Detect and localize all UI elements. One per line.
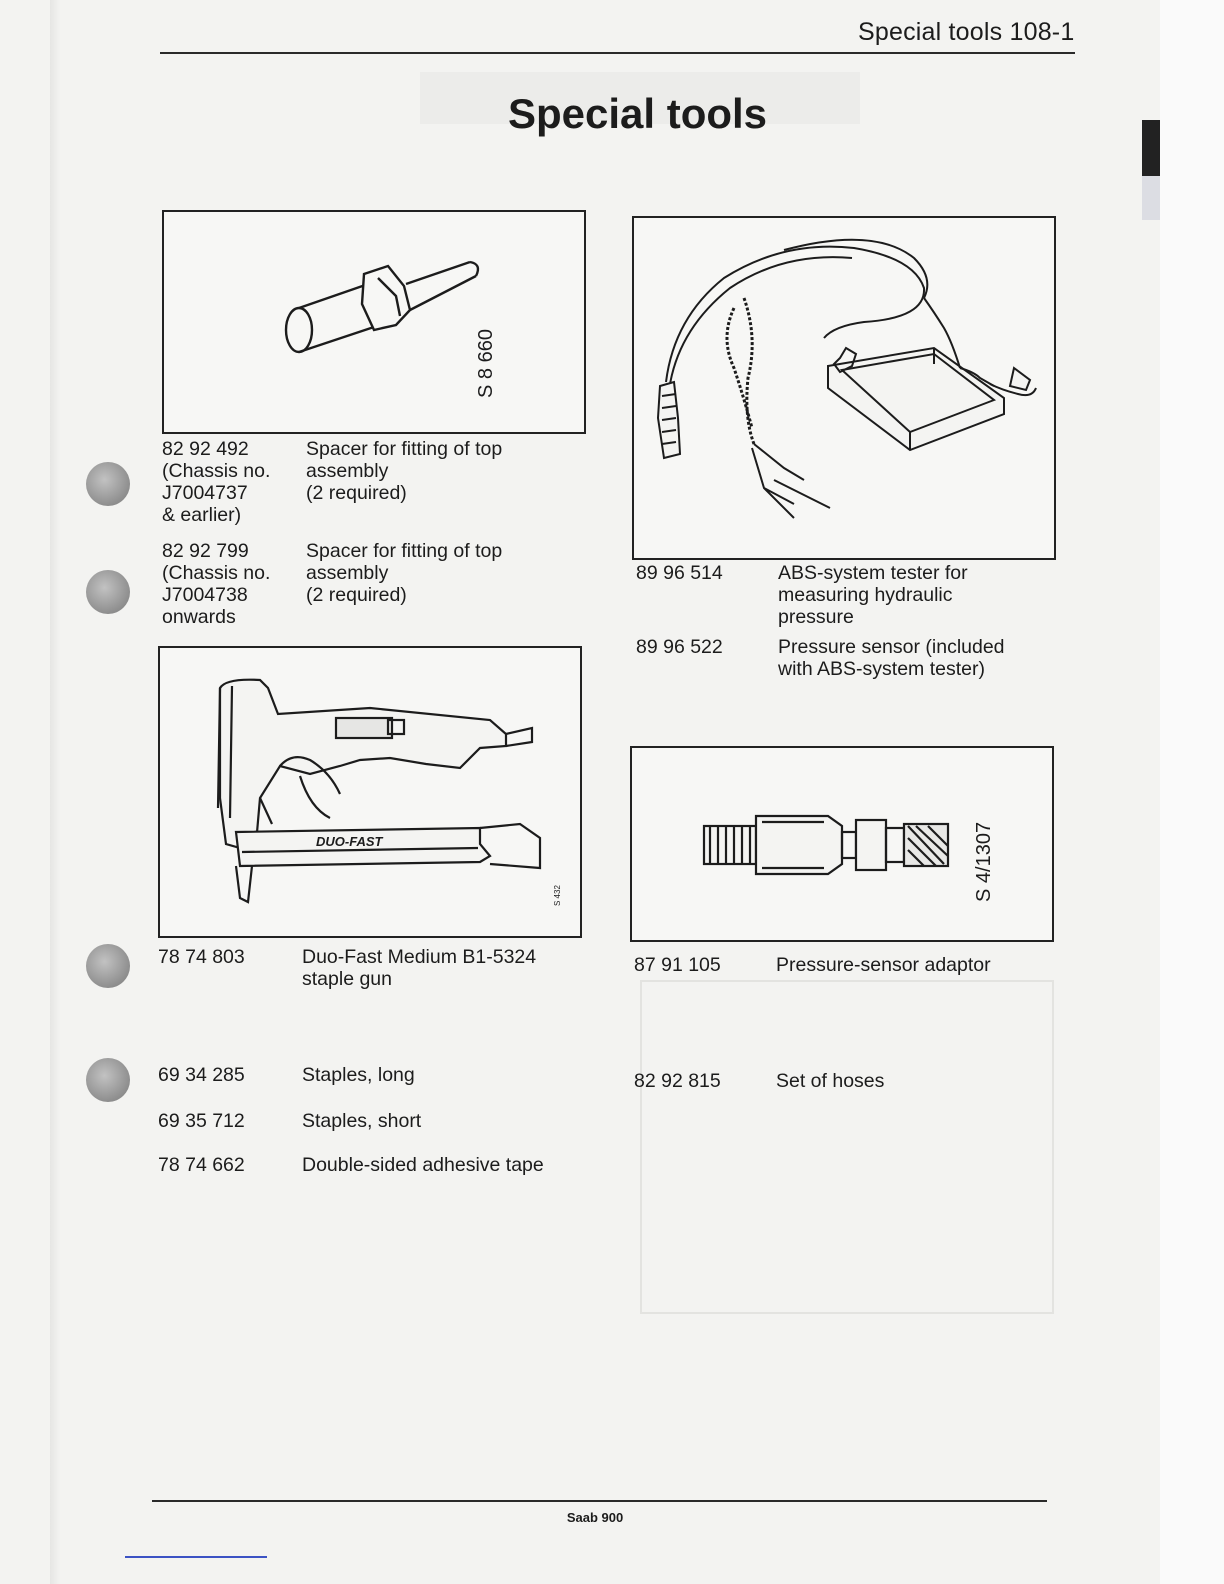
bleed-through-block	[640, 980, 1054, 1314]
figure-staple-gun	[158, 646, 582, 938]
footer-rule	[152, 1500, 1047, 1502]
part-number: 89 96 522	[636, 636, 723, 658]
bottom-link-underline	[125, 1556, 267, 1558]
abs-tester-illustration	[634, 218, 1054, 558]
staple-gun-illustration	[160, 648, 580, 936]
part-description: Staples, long	[302, 1064, 415, 1086]
part-description: Spacer for fitting of top assembly (2 required)	[306, 540, 503, 606]
spacer-illustration	[164, 212, 584, 432]
binding-edge	[50, 0, 60, 1584]
part-description: Set of hoses	[776, 1070, 885, 1092]
binder-hole	[86, 944, 130, 988]
figure-abs-tester	[632, 216, 1056, 560]
part-number: 89 96 514	[636, 562, 723, 584]
header-title: Special tools 108-1	[858, 18, 1075, 46]
staple-gun-figure-label: S 432	[553, 885, 562, 906]
header-rule	[160, 52, 1075, 54]
part-number: 69 35 712	[158, 1110, 245, 1132]
part-number: 82 92 815	[634, 1070, 721, 1092]
page-right-margin	[1160, 0, 1224, 1584]
part-description: Pressure sensor (included with ABS-system tester)	[778, 636, 1005, 680]
part-number: 82 92 799 (Chassis no. J7004738 onwards	[162, 540, 271, 628]
staple-gun-brand: DUO-FAST	[316, 834, 383, 849]
part-description: Duo-Fast Medium B1-5324 staple gun	[302, 946, 537, 990]
part-number: 87 91 105	[634, 954, 721, 976]
binder-hole	[86, 462, 130, 506]
adaptor-figure-label: S 4/1307	[973, 821, 995, 902]
binder-hole	[86, 570, 130, 614]
part-number: 82 92 492 (Chassis no. J7004737 & earlier)	[162, 438, 271, 526]
page-title: Special tools	[507, 90, 768, 137]
footer-text: Saab 900	[566, 1510, 624, 1525]
part-description: Spacer for fitting of top assembly (2 required)	[306, 438, 503, 504]
part-description: ABS-system tester for measuring hydraulic pressure	[778, 562, 968, 628]
part-description: Staples, short	[302, 1110, 422, 1132]
part-number: 78 74 803	[158, 946, 245, 968]
figure-spacer	[162, 210, 586, 434]
part-description: Pressure-sensor adaptor	[776, 954, 991, 976]
section-tab-shadow	[1142, 176, 1160, 220]
part-number: 69 34 285	[158, 1064, 245, 1086]
adaptor-illustration	[632, 748, 1052, 940]
figure-pressure-sensor-adaptor	[630, 746, 1054, 942]
part-number: 78 74 662	[158, 1154, 245, 1176]
binder-hole	[86, 1058, 130, 1102]
part-description: Double-sided adhesive tape	[302, 1154, 544, 1176]
spacer-figure-label: S 8 660	[475, 329, 497, 398]
